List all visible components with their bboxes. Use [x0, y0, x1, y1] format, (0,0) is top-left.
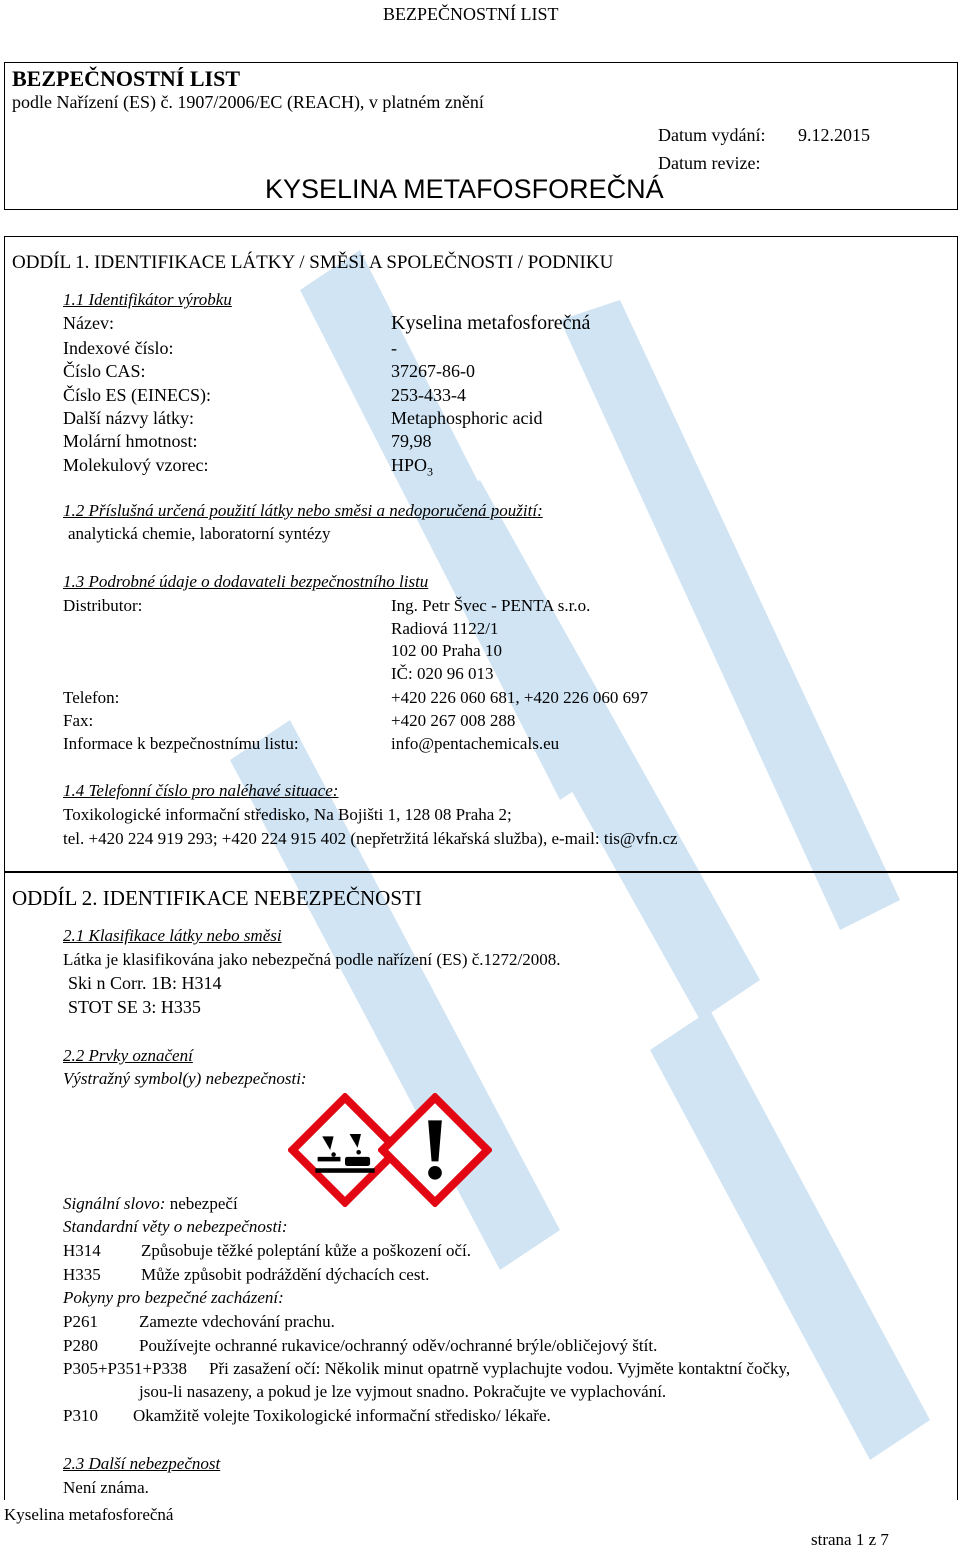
section2-heading: ODDÍL 2. IDENTIFIKACE NEBEZPEČNOSTI: [12, 886, 422, 910]
index-label: Indexové číslo:: [63, 338, 174, 358]
cas-value: 37267-86-0: [391, 361, 475, 381]
s23-text: Není známa.: [63, 1478, 149, 1497]
phone-label: Telefon:: [63, 688, 120, 707]
distributor-line: 102 00 Praha 10: [391, 641, 502, 660]
other-names-label: Další názvy látky:: [63, 408, 194, 428]
s22-heading: 2.2 Prvky označení: [63, 1046, 193, 1065]
distributor-line: Ing. Petr Švec - PENTA s.r.o.: [391, 596, 591, 615]
s23-heading: 2.3 Další nebezpečnost: [63, 1454, 221, 1473]
index-value: -: [391, 338, 397, 358]
precaution-code: P305+P351+P338: [63, 1359, 188, 1378]
molar-mass-label: Molární hmotnost:: [63, 431, 198, 451]
formula-value: $HPO_3$: [391, 455, 434, 479]
classification-2: STOT SE 3: H335: [68, 997, 201, 1017]
hazard-code: H314: [63, 1241, 101, 1260]
exclamation-icon: [378, 1093, 492, 1207]
s14-heading: 1.4 Telefonní číslo pro naléhavé situace:: [63, 781, 339, 800]
other-names-value: Metaphosphoric acid: [391, 408, 543, 428]
precaution-label: Pokyny pro bezpečné zacházení:: [63, 1288, 284, 1307]
s21-heading: 2.1 Klasifikace látky nebo směsi: [63, 926, 282, 945]
signal-word: Signální slovo: nebezpečí: [63, 1194, 238, 1213]
classification-1: Ski n Corr. 1B: H314: [68, 973, 222, 993]
fax-value: +420 267 008 288: [391, 711, 516, 730]
precaution-text: Okamžitě volejte Toxikologické informační středisko/ lékaře.: [133, 1406, 551, 1425]
precaution-text: Zamezte vdechování prachu.: [139, 1312, 335, 1331]
s21-text: Látka je klasifikována jako nebezpečná podle nařízení (ES) č.1272/2008.: [63, 950, 561, 969]
doc-subtitle: podle Nařízení (ES) č. 1907/2006/EC (REACH), v platném znění: [12, 92, 484, 112]
product-name: KYSELINA METAFOSFOREČNÁ: [265, 174, 664, 204]
revision-date-label: Datum revize:: [658, 153, 761, 173]
issue-date-label: Datum vydání:: [658, 125, 766, 145]
precaution-code: P280: [63, 1336, 98, 1355]
name-label: Název:: [63, 313, 114, 333]
s13-heading: 1.3 Podrobné údaje o dodavateli bezpečnostního listu: [63, 572, 429, 591]
name-value: Kyselina metafosforečná: [391, 312, 591, 334]
phone-value: +420 226 060 681, +420 226 060 697: [391, 688, 649, 707]
s12-text: analytická chemie, laboratorní syntézy: [68, 524, 331, 543]
section1-heading: ODDÍL 1. IDENTIFIKACE LÁTKY / SMĚSI A SPOLEČNOSTI / PODNIKU: [12, 252, 614, 273]
page-number: strana 1 z 7: [811, 1530, 889, 1549]
info-label: Informace k bezpečnostnímu listu:: [63, 734, 299, 753]
s14-line2: tel. +420 224 919 293; +420 224 915 402 (nepřetržitá lékařská služba), e-mail: tis@vfn.cz: [63, 829, 678, 848]
issue-date-value: 9.12.2015: [798, 125, 870, 145]
footer-product-name: Kyselina metafosforečná: [4, 1505, 174, 1524]
distributor-line: IČ: 020 96 013: [391, 664, 494, 683]
precaution-text: Při zasažení očí: Několik minut opatrně vyplachujte vodou. Vyjměte kontaktní čočky,: [209, 1359, 791, 1378]
hazard-text: Může způsobit podráždění dýchacích cest.: [141, 1265, 430, 1284]
precaution-code: P261: [63, 1312, 98, 1331]
fax-label: Fax:: [63, 711, 94, 730]
doc-title: BEZPEČNOSTNÍ LIST: [12, 66, 241, 91]
s11-heading: 1.1 Identifikátor výrobku: [63, 290, 232, 309]
precaution-text-cont: jsou-li nasazeny, a pokud je lze vyjmout snadno. Pokračujte ve vyplachování.: [139, 1382, 667, 1401]
precaution-code: P310: [63, 1406, 98, 1425]
distributor-line: Radiová 1122/1: [391, 619, 499, 638]
hazard-label: Standardní věty o nebezpečnosti:: [63, 1217, 288, 1236]
distributor-label: Distributor:: [63, 596, 143, 615]
precaution-text: Používejte ochranné rukavice/ochranný oděv/ochranné brýle/obličejový štít.: [139, 1336, 658, 1355]
s14-line1: Toxikologické informační středisko, Na Bojišti 1, 128 08 Praha 2;: [63, 805, 512, 824]
molar-mass-value: 79,98: [391, 431, 432, 451]
formula-label: Molekulový vzorec:: [63, 455, 209, 475]
cas-label: Číslo CAS:: [63, 361, 146, 381]
hazard-text: Způsobuje těžké poleptání kůže a poškození očí.: [141, 1241, 471, 1260]
s12-heading: 1.2 Příslušná určená použití látky nebo směsi a nedoporučená použití:: [63, 501, 543, 520]
es-value: 253-433-4: [391, 385, 466, 405]
hazard-code: H335: [63, 1265, 101, 1284]
es-label: Číslo ES (EINECS):: [63, 385, 212, 405]
symbol-label: Výstražný symbol(y) nebezpečnosti:: [63, 1069, 307, 1088]
running-header: BEZPEČNOSTNÍ LIST: [383, 4, 559, 24]
info-email-link[interactable]: info@pentachemicals.eu: [391, 734, 560, 753]
